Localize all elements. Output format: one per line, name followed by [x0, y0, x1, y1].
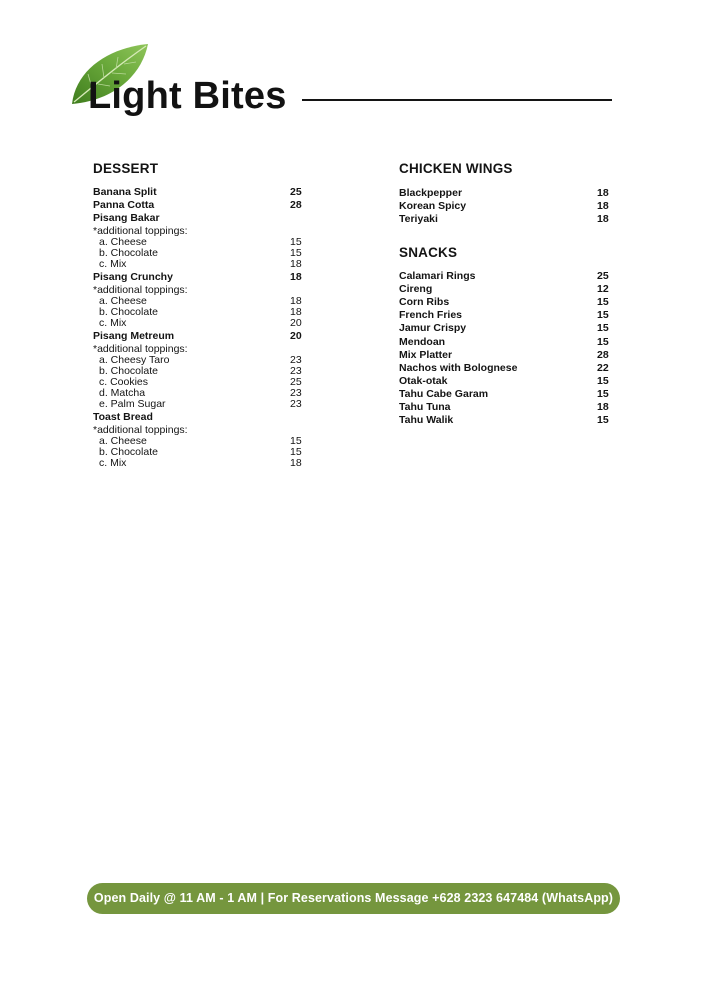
item-price: 15: [597, 387, 609, 400]
toppings-note: *additional toppings:: [93, 284, 188, 296]
item-price: 18: [290, 457, 302, 469]
title-divider: [302, 99, 612, 101]
item-price: 15: [597, 335, 609, 348]
section-heading-snacks: SNACKS: [399, 245, 458, 260]
item-price: 23: [290, 365, 302, 377]
item-price: 18: [290, 271, 302, 283]
footer-banner: Open Daily @ 11 AM - 1 AM | For Reservations Message +628 2323 647484 (WhatsApp): [87, 883, 620, 914]
item-price: 20: [290, 317, 302, 329]
item-price: 22: [597, 361, 609, 374]
item-price: 18: [290, 258, 302, 270]
item-price: 25: [290, 376, 302, 388]
item-name: Tahu Cabe Garam: [399, 387, 489, 400]
item-name: Mendoan: [399, 335, 446, 348]
item-name: Pisang Bakar: [93, 212, 160, 224]
item-name: e. Palm Sugar: [99, 398, 166, 410]
item-price: 20: [290, 330, 302, 342]
item-name: Tahu Tuna: [399, 401, 451, 413]
item-name: c. Mix: [99, 258, 127, 270]
item-name: Pisang Metreum: [93, 330, 175, 342]
item-name: Nachos with Bolognese: [399, 361, 518, 374]
item-price: 15: [597, 414, 609, 427]
item-price: 15: [290, 435, 302, 447]
item-price: 28: [290, 199, 302, 211]
item-price: 25: [290, 186, 302, 198]
item-name: Corn Ribs: [399, 296, 450, 309]
item-price: 15: [597, 296, 609, 309]
item-name: c. Cookies: [99, 376, 149, 388]
toppings-note: *additional toppings:: [93, 225, 188, 237]
item-price: 15: [290, 236, 302, 248]
item-name: a. Cheese: [99, 236, 147, 248]
item-name: Panna Cotta: [93, 199, 155, 211]
toppings-note: *additional toppings:: [93, 424, 188, 436]
item-name: b. Chocolate: [99, 247, 158, 259]
item-name: Mix Platter: [399, 348, 453, 361]
item-name: Calamari Rings: [399, 270, 476, 282]
item-name: d. Matcha: [99, 387, 146, 399]
item-name: b. Chocolate: [99, 365, 158, 377]
section-heading-dessert: DESSERT: [93, 161, 159, 176]
item-price: 18: [290, 306, 302, 318]
item-price: 25: [597, 270, 609, 282]
page-title: Light Bites: [88, 75, 287, 117]
item-price: 23: [290, 354, 302, 366]
section-heading-chicken-wings: CHICKEN WINGS: [399, 161, 513, 176]
item-price: 18: [597, 401, 609, 413]
item-name: a. Cheese: [99, 435, 147, 447]
item-name: Korean Spicy: [399, 200, 467, 212]
item-price: 18: [597, 213, 609, 225]
item-name: Tahu Walik: [399, 414, 454, 427]
item-price: 23: [290, 387, 302, 399]
item-name: Otak-otak: [399, 374, 448, 387]
item-name: French Fries: [399, 309, 463, 322]
item-price: 15: [597, 322, 609, 335]
item-price: 12: [597, 283, 609, 296]
item-name: Banana Split: [93, 186, 157, 198]
item-name: Teriyaki: [399, 213, 438, 225]
item-price: 18: [597, 200, 609, 212]
item-name: b. Chocolate: [99, 306, 158, 318]
item-name: Pisang Crunchy: [93, 271, 173, 283]
item-name: Jamur Crispy: [399, 322, 467, 335]
item-name: a. Cheesy Taro: [99, 354, 170, 366]
item-name: Blackpepper: [399, 187, 463, 199]
item-name: a. Cheese: [99, 295, 147, 307]
item-name: b. Chocolate: [99, 446, 158, 458]
toppings-note: *additional toppings:: [93, 343, 188, 355]
item-price: 18: [290, 295, 302, 307]
item-name: c. Mix: [99, 457, 127, 469]
item-price: 28: [597, 348, 609, 361]
item-price: 15: [597, 374, 609, 387]
item-price: 18: [597, 187, 609, 199]
item-price: 15: [290, 247, 302, 259]
item-price: 15: [597, 309, 609, 322]
item-name: c. Mix: [99, 317, 127, 329]
item-price: 15: [290, 446, 302, 458]
item-name: Toast Bread: [93, 411, 153, 423]
item-name: Cireng: [399, 283, 433, 296]
item-price: 23: [290, 398, 302, 410]
